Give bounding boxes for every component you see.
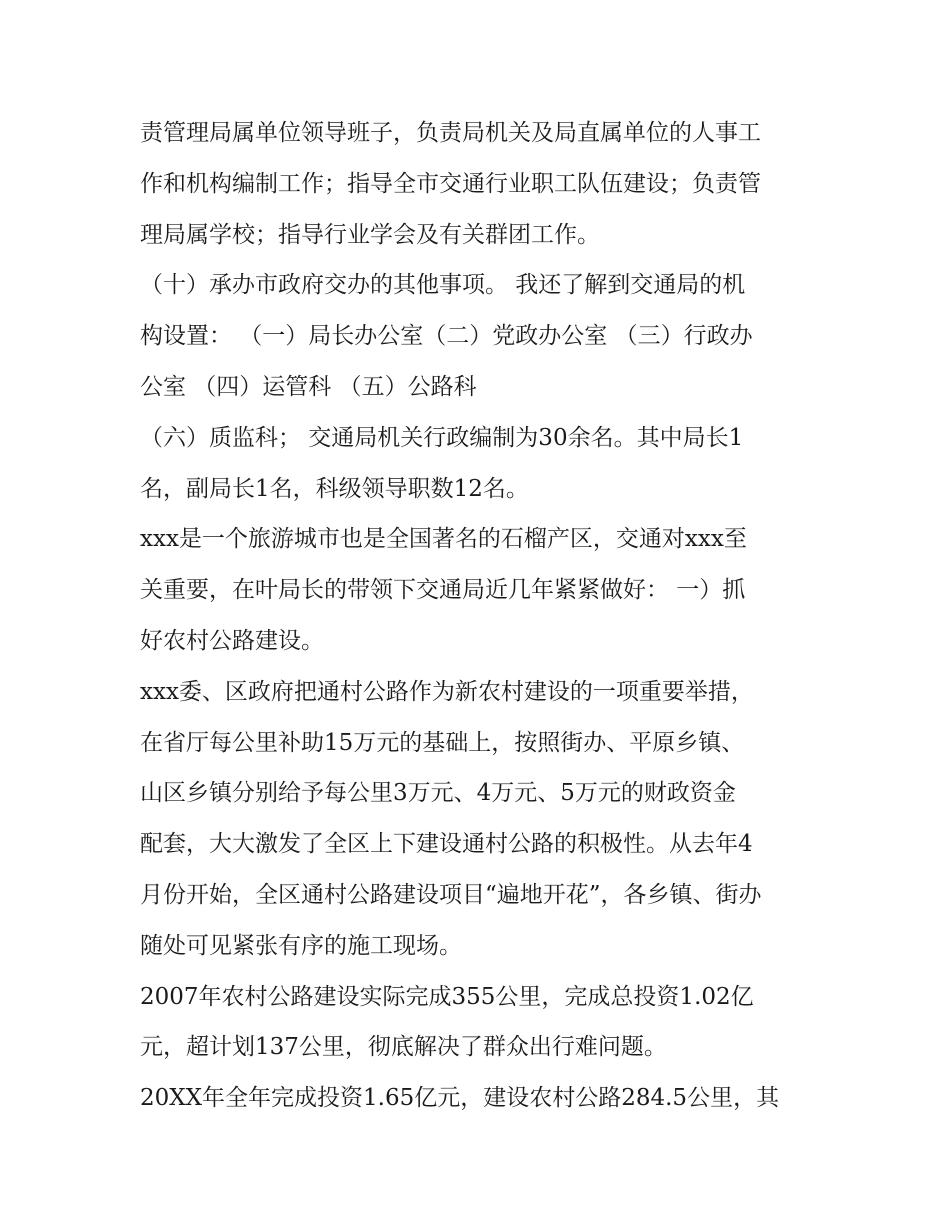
text-line: 2007年农村公路建设实际完成355公里，完成总投资1.02亿 xyxy=(140,983,754,1010)
text-line: 作和机构编制工作；指导全市交通行业职工队伍建设；负责管 xyxy=(140,170,761,197)
text-line: 名，副局长1名，科级领导职数12名。 xyxy=(140,475,529,502)
text-line: 公室 （四）运管科 （五）公路科 xyxy=(140,373,477,400)
text-line: 关重要，在叶局长的带领下交通局近几年紧紧做好： 一）抓 xyxy=(140,577,746,604)
text-line: 配套，大大激发了全区上下建设通村公路的积极性。从去年4 xyxy=(140,831,753,858)
text-line: 好农村公路建设。 xyxy=(140,627,324,654)
text-line: （六）质监科； 交通局机关行政编制为30余名。其中局长1 xyxy=(140,424,744,451)
text-line: 构设置： （一）局长办公室（二）党政办公室 （三）行政办 xyxy=(140,323,753,350)
text-line: 20XX年全年完成投资1.65亿元，建设农村公路284.5公里，其 xyxy=(140,1085,780,1112)
text-line: xxx是一个旅游城市也是全国著名的石榴产区，交通对xxx至 xyxy=(140,526,747,553)
text-line: 责管理局属单位领导班子，负责局机关及局直属单位的人事工 xyxy=(140,120,761,146)
text-line: 理局属学校；指导行业学会及有关群团工作。 xyxy=(140,221,600,248)
text-line: 随处可见紧张有序的施工现场。 xyxy=(140,932,462,959)
text-line: xxx委、区政府把通村公路作为新农村建设的一项重要举措， xyxy=(140,678,754,705)
text-line: 在省厅每公里补助15万元的基础上，按照街办、平原乡镇、 xyxy=(140,729,745,756)
text-line: 山区乡镇分别给予每公里3万元、4万元、5万元的财政资金 xyxy=(140,780,736,807)
document-body xyxy=(140,108,820,1124)
text-line: （十）承办市政府交办的其他事项。 我还了解到交通局的机 xyxy=(140,272,746,299)
text-line: 元，超计划137公里，彻底解决了群众出行难问题。 xyxy=(140,1034,667,1061)
text-line: 月份开始，全区通村公路建设项目“遍地开花”，各乡镇、街办 xyxy=(140,881,762,908)
